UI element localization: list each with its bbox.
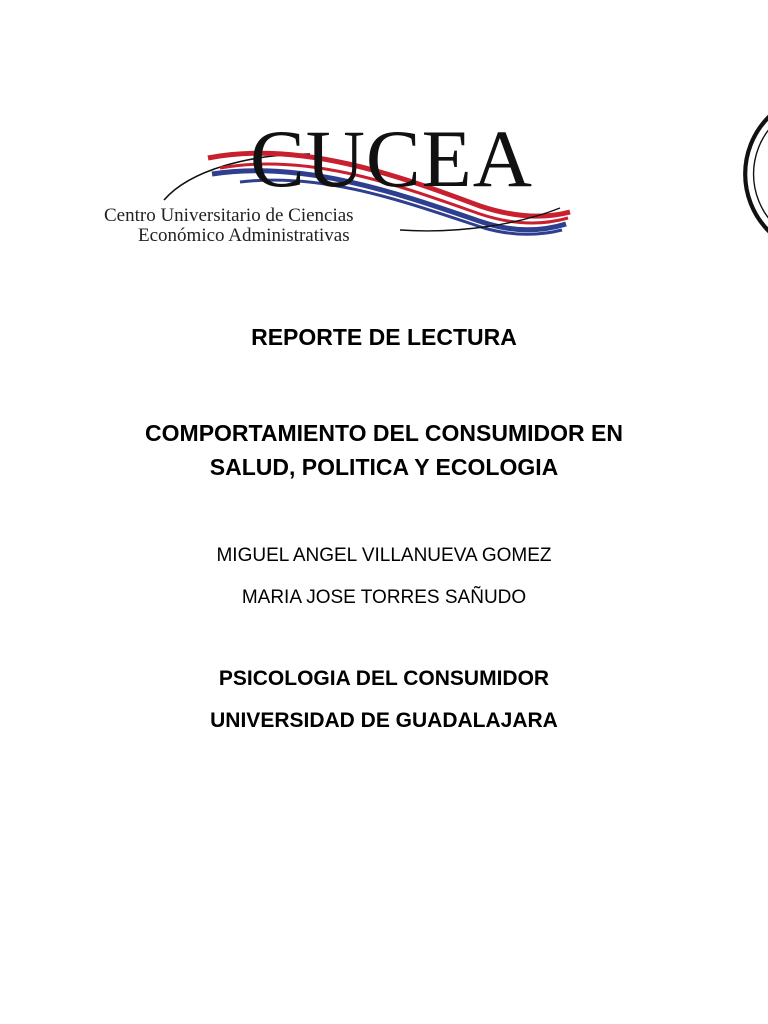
author-name: MIGUEL ANGEL VILLANUEVA GOMEZ bbox=[216, 545, 552, 566]
cucea-logo bbox=[100, 84, 670, 254]
logo-subtitle-line2: Económico Administrativas bbox=[138, 225, 350, 246]
document-subject-line1: COMPORTAMIENTO DEL CONSUMIDOR EN bbox=[145, 420, 623, 446]
university-name: UNIVERSIDAD DE GUADALAJARA bbox=[210, 709, 558, 732]
document-title: REPORTE DE LECTURA bbox=[251, 324, 517, 350]
course-name: PSICOLOGIA DEL CONSUMIDOR bbox=[218, 667, 550, 690]
logo-subtitle-line1: Centro Universitario de Ciencias bbox=[104, 205, 354, 226]
logo-wordmark: CUCEA bbox=[250, 113, 533, 204]
document-subject bbox=[0, 416, 768, 484]
document-subject-line2: SALUD, POLITICA Y ECOLOGIA bbox=[209, 454, 559, 480]
university-seal-icon bbox=[541, 89, 663, 211]
author-name: MARIA JOSE TORRES SAÑUDO bbox=[241, 587, 527, 608]
